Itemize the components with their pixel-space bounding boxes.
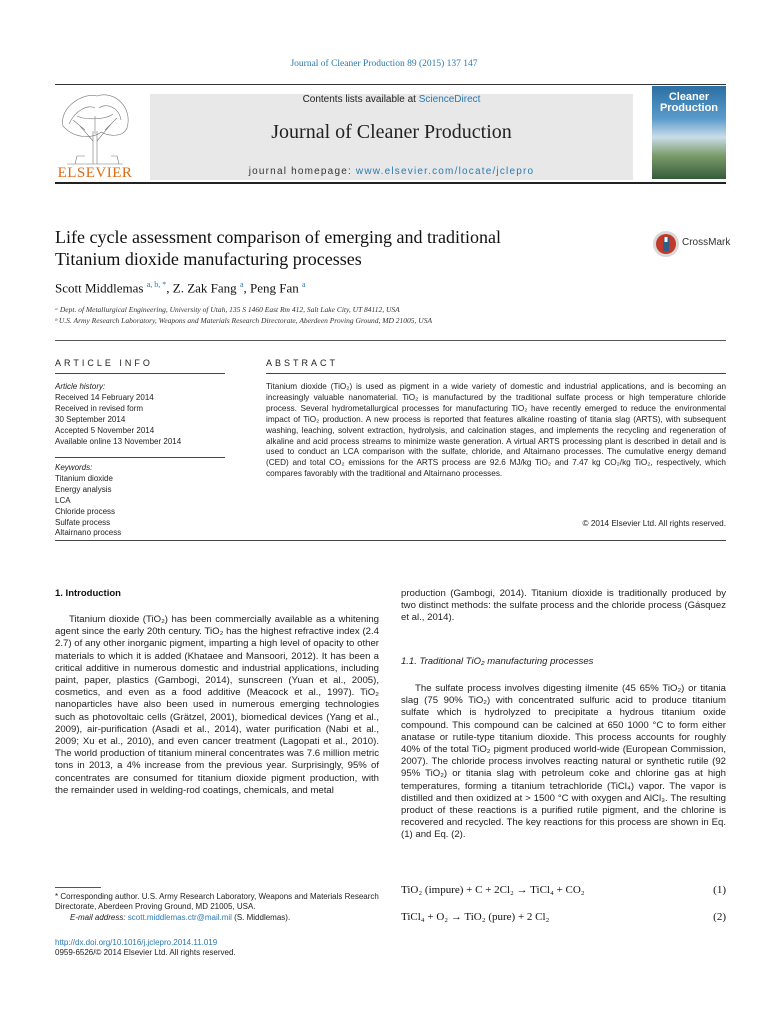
author-name[interactable]: Scott Middlemas	[55, 280, 144, 296]
history-item: Accepted 5 November 2014	[55, 425, 155, 435]
paper-title-line2: Titanium dioxide manufacturing processes	[55, 249, 362, 269]
section-title-introduction: 1. Introduction	[55, 588, 121, 599]
keywords-block	[55, 463, 225, 539]
equation-2-text: TiCl₄ + O₂ → TiO₂ (pure) + 2 Cl₂	[401, 911, 550, 923]
history-label: Article history:	[55, 382, 106, 391]
publisher-logo-text: ELSEVIER	[57, 165, 133, 181]
equation-2-number: (2)	[713, 911, 726, 923]
history-item: Received 14 February 2014	[55, 392, 154, 402]
keyword-item: Chloride process	[55, 506, 116, 516]
abstract-rule	[266, 373, 726, 374]
affiliation-rule	[55, 340, 726, 341]
homepage-prefix: journal homepage:	[248, 166, 356, 177]
keyword-item: Altairnano process	[55, 528, 122, 538]
keyword-item: Titanium dioxide	[55, 473, 113, 483]
footnote-rule	[55, 887, 101, 888]
intro-paragraph: Titanium dioxide (TiO₂) has been commercially available as a whitening agent since the early 20th century. TiO₂ has the highest refractive index (2.4 2.7) of any other inorganic pigment, imparting a high level of opacity to other materials to which it is added (Khataee and Mansoori, 2012). It has been a critical additive in numerous domestic and industrial applications, including paint, paper, plastics (Gambogi, 2014), sunscreen (Yuan et al., 2005), cosmetics, and even as a food additive (Meacock et al., 1997). TiO₂ nanoparticles have also been used in numerous emerging technologies such as photovoltaic cells (Grätzel, 2001), biomedical devices (Yang et al., 2009), air-purification (Asadi et al., 2014), water purification (Nabi et al., 2009; Xu et al., 2010), and even cancer treatment (Lagopati et al., 2010). The world production of titanium mineral concentrates was 7.6 million metric tons in 2013, a 4% increase from the previous year. Surprisingly, 95% of concentrates are consumed for titanium dioxide pigment production, with the remainder used in welding-rod coatings, chemicals, and metal	[55, 614, 379, 796]
abstract-bottom-rule	[55, 540, 726, 541]
contents-prefix: Contents lists available at	[302, 94, 419, 105]
corresponding-author-note: * Corresponding author. U.S. Army Research Laboratory, Weapons and Materials Research Directorate, Aberdeen Proving Ground, MD 21005, USA.	[55, 892, 379, 912]
author-name[interactable]: Peng Fan	[250, 280, 299, 296]
doi-link[interactable]: http://dx.doi.org/10.1016/j.jclepro.2014.11.019	[55, 938, 218, 947]
cover-title	[652, 92, 726, 114]
email-suffix: (S. Middlemas).	[231, 913, 291, 922]
abstract-text: Titanium dioxide (TiO₂) is used as pigment in a wide variety of domestic and industrial applications, and is becoming an increasingly valuable nanomaterial. TiO₂ is manufactured by the traditional sulfate process or high temperature chloride process. Several hydrometallurgical processes for manufacturing TiO₂ have recently emerged to reduce the environmental impact of TiO₂ production. A new process is reported that features alkaline roasting of titania slag (ARTS), with subsequent washing, leaching, solvent extraction, hydrolysis, and calcination stages, and implements the recycling and regeneration of alkaline and acid process streams to minimize waste generation. A virtual ARTS processing plant is described in detail and is used to conduct an LCA comparison with the sulfate, chloride, and Altairnano processes. The cumulative energy demand (CED) and total CO₂ emissions for the ARTS process are 92.6 MJ/kg TiO₂ and 7.47 kg CO₂/kg TiO₂, respectively, which compares favorably with the traditional and Altairnano processes.	[266, 382, 726, 479]
paper-title	[55, 226, 615, 270]
author-affiliation-marks[interactable]: a	[302, 280, 306, 289]
masthead-rule	[55, 182, 726, 184]
crossmark-label[interactable]: CrossMark	[682, 237, 731, 248]
author-list: Scott Middlemas $^{a, b, *}$, Z. Zak Fang $^a$, Peng Fan $^a$	[55, 280, 306, 296]
keyword-item: Energy analysis	[55, 484, 112, 494]
equation-2	[401, 911, 726, 923]
author-affiliation-marks[interactable]: a	[239, 280, 244, 289]
journal-homepage-link[interactable]: www.elsevier.com/locate/jclepro	[355, 166, 535, 177]
abstract-copyright: © 2014 Elsevier Ltd. All rights reserved.	[582, 519, 726, 528]
contents-available-line	[150, 94, 633, 105]
history-item: 30 September 2014	[55, 414, 126, 424]
header-rule	[55, 84, 726, 85]
email-label: E-mail address:	[70, 913, 128, 922]
history-item: Available online 13 November 2014	[55, 436, 182, 446]
equation-1	[401, 884, 726, 896]
subsection-title: 1.1. Traditional TiO₂ manufacturing processes	[401, 656, 594, 667]
cover-title-line1: Cleaner	[668, 91, 710, 103]
paper-title-line1: Life cycle assessment comparison of emerging and traditional	[55, 227, 502, 247]
cover-title-line2: Production	[659, 102, 719, 114]
intro-paragraph-continued: production (Gambogi, 2014). Titanium dioxide is traditionally produced by two distinct methods: the sulfate process and the chloride process (Gásquez et al., 2014).	[401, 588, 726, 624]
abstract-heading: ABSTRACT	[266, 358, 339, 368]
keywords-label: Keywords:	[55, 463, 93, 472]
info-rule	[55, 373, 225, 374]
keyword-item: Sulfate process	[55, 517, 111, 527]
affiliation-a: ᵃ Dept. of Metallurgical Engineering, University of Utah, 135 S 1460 East Rm 412, Salt Lake City, UT 84112, USA	[55, 305, 400, 314]
article-info-heading: ARTICLE INFO	[55, 358, 153, 368]
journal-citation-link[interactable]: Journal of Cleaner Production 89 (2015) 137 147	[290, 59, 478, 69]
history-item: Received in revised form	[55, 403, 144, 413]
email-note	[70, 913, 380, 923]
sciencedirect-link[interactable]: ScienceDirect	[418, 94, 481, 105]
journal-title: Journal of Cleaner Production	[271, 121, 512, 143]
equation-1-number: (1)	[713, 884, 726, 896]
issn-copyright: 0959-6526/© 2014 Elsevier Ltd. All rights reserved.	[55, 948, 236, 957]
journal-homepage-line	[150, 166, 633, 177]
keywords-rule	[55, 457, 225, 458]
sulfate-chloride-paragraph: The sulfate process involves digesting ilmenite (45 65% TiO₂) or titania slag (75 90% TiO₂) with concentrated sulfuric acid to produce titanium sulfate which is hydrolyzed to precipitate a hydrous titanium oxide compound. This compound can be calcined at 650 1000 °C to form either anatase or rutile-type titanium dioxide. This process accounts for roughly 40% of the total TiO₂ pigment produced world-wide (European Commission, 2007). The chloride process involves reacting natural or synthetic rutile (92 95% TiO₂) or titania slag with petroleum coke and chlorine gas at high temperatures, forming a titanium tetrachloride (TiCl₄) vapor. The vapor is distilled and then oxidized at > 1500 °C with oxygen and AlCl₃. The resulting product of these reactions is a purified rutile pigment, and the chlorine is recovered and recycled. The key reactions for this process are shown in Eq. (1) and Eq. (2).	[401, 683, 726, 841]
email-link[interactable]: scott.middlemas.ctr@mail.mil	[127, 913, 232, 922]
article-history	[55, 382, 225, 447]
affiliation-b: ᵇ U.S. Army Research Laboratory, Weapons and Materials Research Directorate, Aberdeen Proving Ground, MD 21005, USA	[55, 316, 433, 325]
author-name[interactable]: Z. Zak Fang	[172, 280, 237, 296]
author-affiliation-marks[interactable]: a, b, *	[146, 280, 167, 289]
equation-1-text: TiO₂ (impure) + C + 2Cl₂ → TiCl₄ + CO₂	[401, 884, 585, 896]
keyword-item: LCA	[55, 495, 71, 505]
